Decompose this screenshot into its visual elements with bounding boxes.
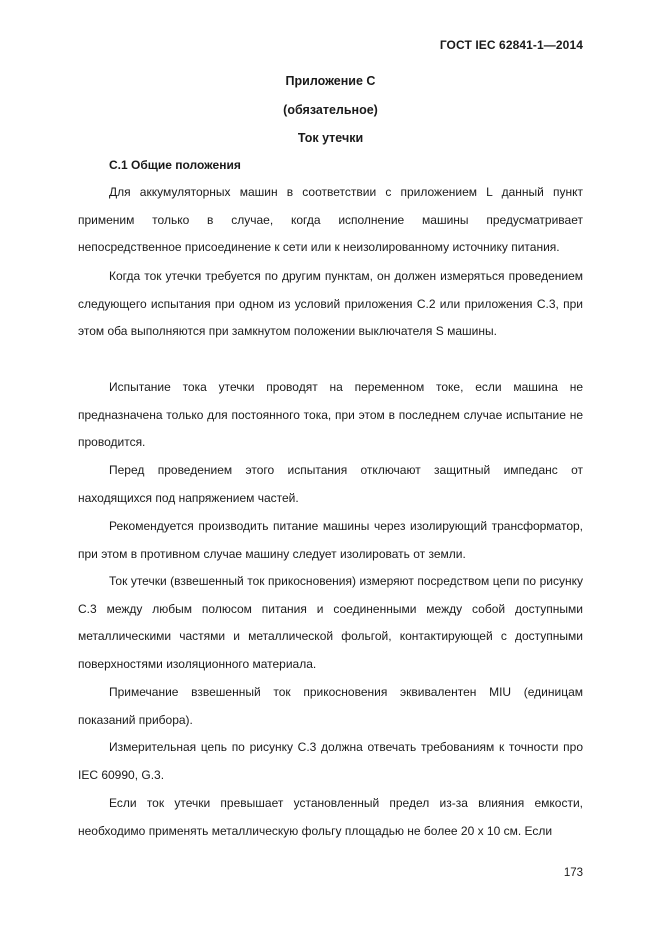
paragraph-note: Примечание взвешенный ток прикосновения эквивалентен MIU (единицам показаний прибора). — [78, 685, 583, 727]
standard-header: ГОСТ IEC 62841-1—2014 — [439, 38, 583, 52]
paragraph: Когда ток утечки требуется по другим пунктам, он должен измеряться проведением следующего испытания при одном из условий приложения С.2 или приложения С.3, при этом оба выполняются при замкнутом положении выключателя S машины. — [78, 269, 583, 339]
paragraph: Измерительная цепь по рисунку С.3 должна отвечать требованиям к точности про IEC 60990, G.3. — [78, 740, 583, 782]
paragraph: Рекомендуется производить питание машины через изолирующий трансформатор, при этом в противном случае машину следует изолировать от земли. — [78, 519, 583, 561]
appendix-title: Приложение С — [285, 74, 376, 88]
page-number: 173 — [563, 867, 583, 879]
paragraph: Ток утечки (взвешенный ток прикосновения) измеряют посредством цепи по рисунку С.3 между любым полюсом питания и соединенными между собой доступными металлическими частями и металлической фольгой, контактирующей с доступными поверхностями изоляционного материала. — [78, 574, 583, 671]
paragraph: Если ток утечки превышает установленный предел из-за влияния емкости, необходимо применять металлическую фольгу площадью не более 20 х 10 см. Если — [78, 796, 583, 838]
paragraph: Испытание тока утечки проводят на переменном токе, если машина не предназначена только для постоянного тока, при этом в последнем случае испытание не проводится. — [78, 380, 583, 450]
appendix-subject: Ток утечки — [297, 131, 364, 145]
paragraph: Перед проведением этого испытания отключают защитный импеданс от находящихся под напряжением частей. — [78, 463, 583, 505]
paragraph: Для аккумуляторных машин в соответствии с приложением L данный пункт применим только в случае, когда исполнение машины предусматривает непосредственное присоединение к сети или к неизолированному источнику питания. — [78, 185, 583, 255]
section-title: С.1 Общие положения — [109, 158, 241, 172]
appendix-status: (обязательное) — [283, 103, 378, 117]
